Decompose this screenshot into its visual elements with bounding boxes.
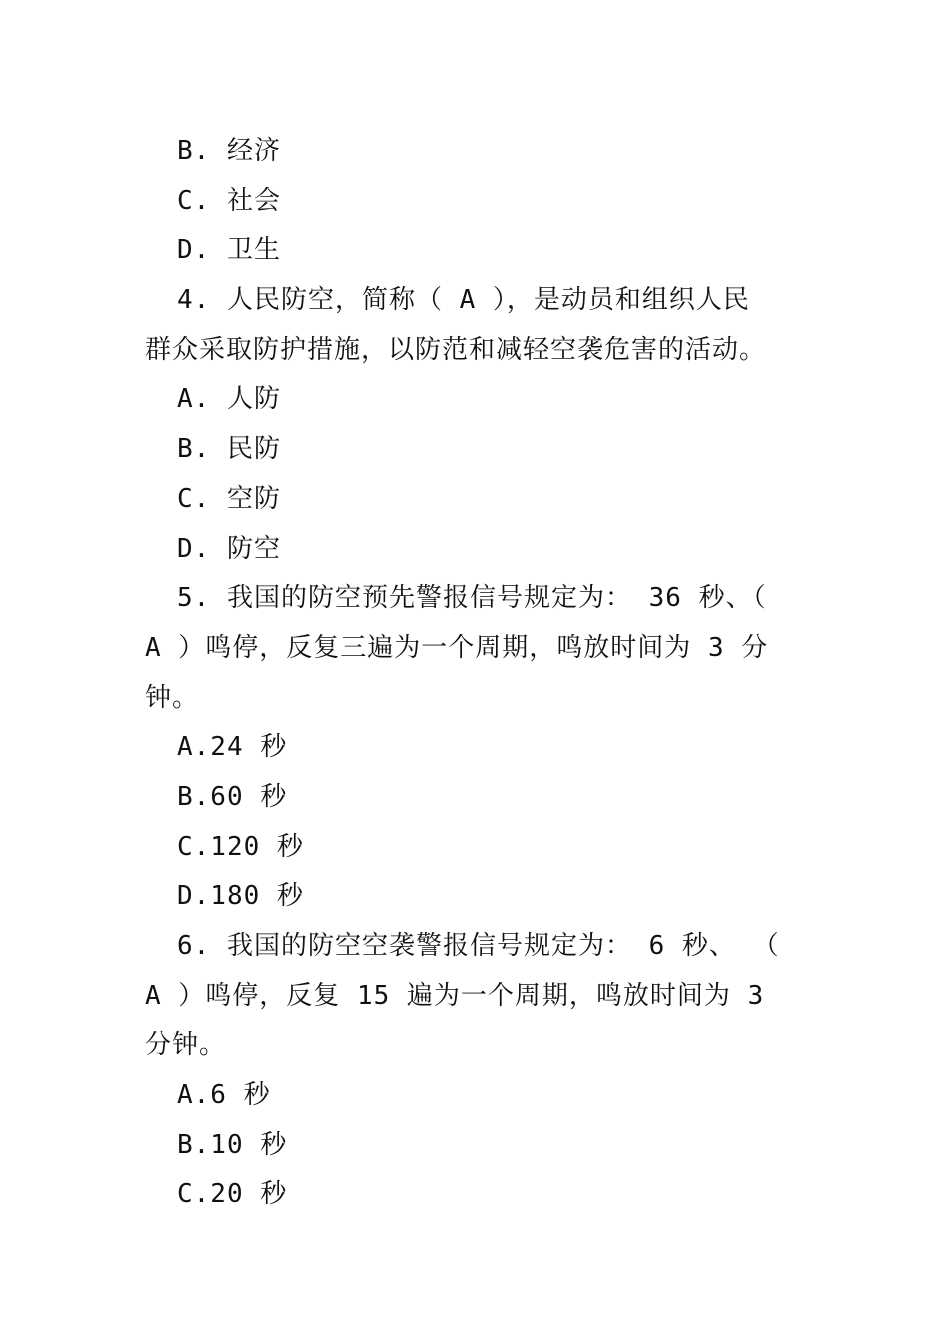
question-5-line-2: A ）鸣停，反复三遍为一个周期，鸣放时间为 3 分: [145, 632, 769, 663]
document-body: [145, 127, 810, 1220]
option-d-q4: D. 防空: [177, 533, 281, 564]
option-b-q4: B. 民防: [177, 434, 281, 465]
option-d-q3: D. 卫生: [177, 235, 281, 266]
question-6-line-1: 6. 我国的防空空袭警报信号规定为： 6 秒、 （: [177, 931, 780, 961]
option-b-q6: B.10 秒: [177, 1129, 288, 1160]
question-4-line-2: 群众采取防护措施，以防范和减轻空袭危害的活动。: [145, 334, 767, 365]
option-b-q5: B.60 秒: [177, 781, 288, 812]
option-c-q5: C.120 秒: [177, 831, 304, 862]
question-5-line-1: 5. 我国的防空预先警报信号规定为： 36 秒、（: [177, 583, 767, 614]
option-a-q5: A.24 秒: [177, 732, 288, 763]
option-d-q5: D.180 秒: [177, 881, 304, 912]
option-a-q4: A. 人防: [177, 384, 281, 415]
option-c-q6: C.20 秒: [177, 1179, 288, 1210]
question-6-line-3: 分钟。: [145, 1030, 227, 1061]
question-4-line-1: 4. 人民防空，简称（ A ），是动员和组织人民: [177, 285, 750, 316]
option-c-q4: C. 空防: [177, 483, 281, 514]
question-5-line-3: 钟。: [145, 682, 200, 713]
question-6-line-2: A ）鸣停，反复 15 遍为一个周期，鸣放时间为 3: [145, 980, 765, 1011]
option-c-q3: C. 社会: [177, 185, 281, 216]
option-b-q3: B. 经济: [177, 136, 281, 166]
option-a-q6: A.6 秒: [177, 1080, 271, 1111]
